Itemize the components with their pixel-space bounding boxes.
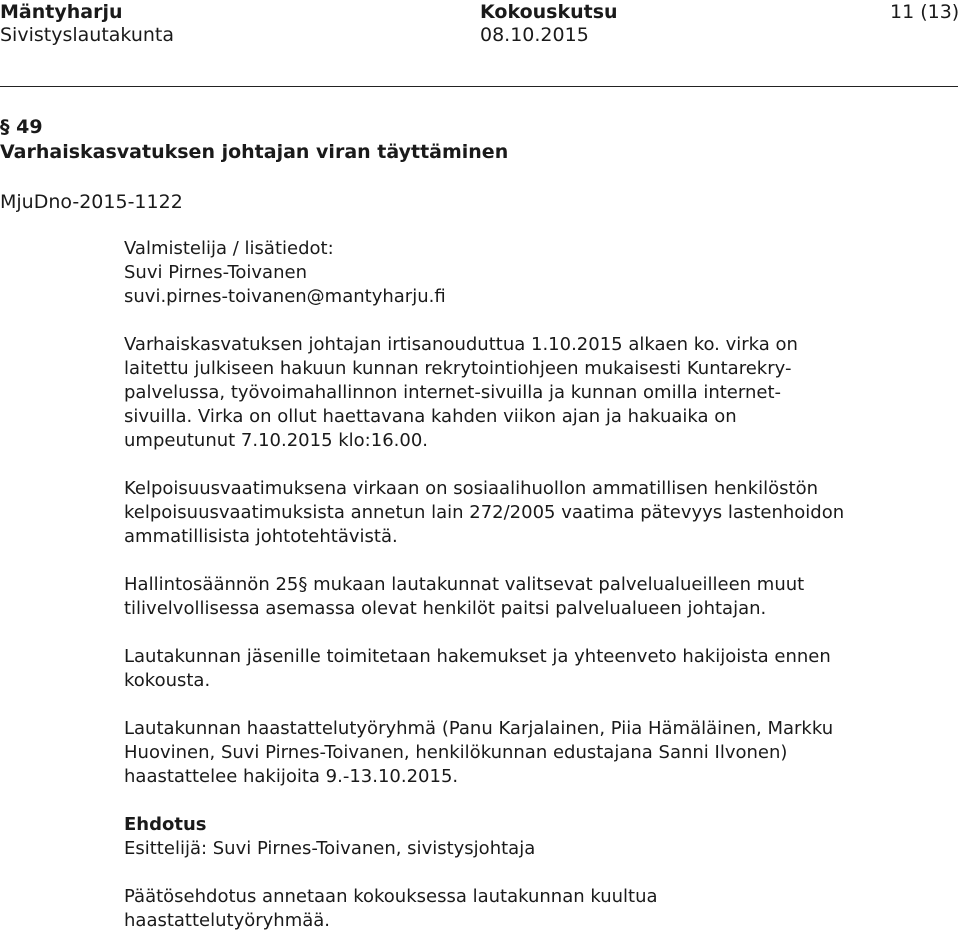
text-line: Varhaiskasvatuksen johtajan irtisanouduttua 1.10.2015 alkaen ko. virka on (124, 334, 798, 355)
header-divider (0, 86, 958, 87)
section-title: Varhaiskasvatuksen johtajan viran täyttäminen (0, 141, 509, 163)
paragraph-regulation (124, 573, 844, 621)
meeting-date: 08.10.2015 (480, 24, 589, 46)
text-line: haastattelutyöryhmää. (124, 910, 331, 931)
text-line: Lautakunnan jäsenille toimitetaan hakemukset ja yhteenveto hakijoista ennen (124, 646, 831, 667)
proposal-block (124, 813, 844, 861)
page-number: 11 (13) (890, 1, 960, 23)
text-line: tilivelvollisessa asemassa olevat henkilöt paitsi palvelualueen johtajan. (124, 598, 767, 619)
page-header (0, 0, 960, 50)
text-line: sivuilla. Virka on ollut haettavana kahden viikon ajan ja hakuaika on (124, 406, 737, 427)
text-line: palvelussa, työvoimahallinnon internet-sivuilla ja kunnan omilla internet- (124, 382, 781, 403)
paragraph-vacancy (124, 333, 844, 453)
text-line: Hallintosäännön 25§ mukaan lautakunnat valitsevat palvelualueilleen muut (124, 574, 805, 595)
paragraph-applications (124, 645, 844, 693)
text-line: laitettu julkiseen hakuun kunnan rekrytointiohjeen mukaisesti Kuntarekry- (124, 358, 792, 379)
preparer-name: Suvi Pirnes-Toivanen (124, 262, 307, 283)
preparer-email: suvi.pirnes-toivanen@mantyharju.fi (124, 286, 446, 307)
organization-name: Mäntyharju (0, 1, 123, 23)
text-line: ammatillisista johtotehtävistä. (124, 526, 398, 547)
text-line: Päätösehdotus annetaan kokouksessa lautakunnan kuultua (124, 886, 658, 907)
paragraph-interviews (124, 717, 844, 789)
text-line: kokousta. (124, 670, 211, 691)
paragraph-qualifications (124, 477, 844, 549)
text-line: Huovinen, Suvi Pirnes-Toivanen, henkilökunnan edustajana Sanni Ilvonen) (124, 742, 788, 763)
text-line: Kelpoisuusvaatimuksena virkaan on sosiaalihuollon ammatillisen henkilöstön (124, 478, 819, 499)
document-type: Kokouskutsu (480, 1, 618, 23)
proposal-title: Ehdotus (124, 814, 207, 835)
proposal-presenter: Esittelijä: Suvi Pirnes-Toivanen, sivistysjohtaja (124, 838, 536, 859)
preparer-block (124, 237, 844, 309)
text-line: Lautakunnan haastattelutyöryhmä (Panu Karjalainen, Piia Hämäläinen, Markku (124, 718, 834, 739)
text-line: kelpoisuusvaatimuksista annetun lain 272/2005 vaatima pätevyys lastenhoidon (124, 502, 845, 523)
text-line: umpeutunut 7.10.2015 klo:16.00. (124, 430, 428, 451)
decision-proposal (124, 885, 844, 933)
section-number: § 49 (0, 116, 43, 138)
text-line: haastattelee hakijoita 9.-13.10.2015. (124, 766, 459, 787)
document-body (124, 237, 844, 933)
preparer-label: Valmistelija / lisätiedot: (124, 238, 334, 259)
committee-name: Sivistyslautakunta (0, 24, 175, 46)
document-reference: MjuDno-2015-1122 (0, 191, 183, 213)
